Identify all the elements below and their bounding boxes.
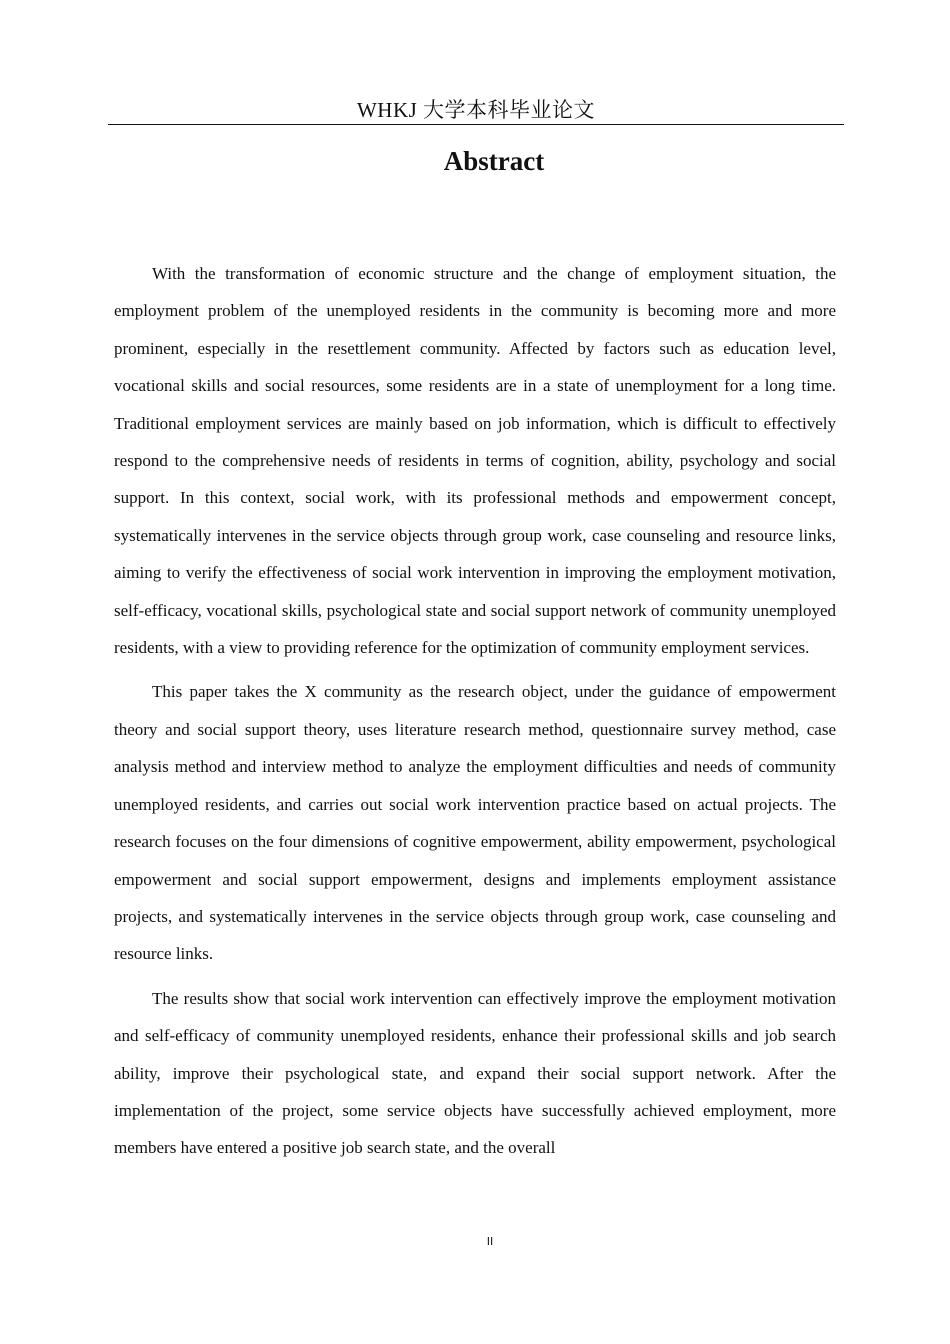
- abstract-paragraph-2: This paper takes the X community as the research object, under the guidance of empowerment theory and social support theory, uses literature research method, questionnaire survey method, case analysis method and interview method to analyze the employment difficulties and needs of community unemployed residents, and carries out social work intervention practice based on actual projects. The research focuses on the four dimensions of cognitive empowerment, ability empowerment, psychological empowerment and social support empowerment, designs and implements employment assistance projects, and systematically intervenes in the service objects through group work, case counseling and resource links.: [114, 682, 836, 964]
- abstract-title: Abstract: [443, 146, 545, 176]
- abstract-paragraph-3: The results show that social work intervention can effectively improve the employment motivation and self-efficacy of community unemployed residents, enhance their professional skills and job search ability, improve their psychological state, and expand their social support network. After the implementation of the project, some service objects have successfully achieved employment, more members have entered a positive job search state, and the overall: [114, 988, 836, 1158]
- header-rule: [108, 124, 844, 125]
- page-number: II: [486, 1235, 494, 1248]
- abstract-body: [114, 255, 836, 1174]
- abstract-paragraph-1: With the transformation of economic structure and the change of employment situation, the employment problem of the unemployed residents in the community is becoming more and more prominent, especially in the resettlement community. Affected by factors such as education level, vocational skills and social resources, some residents are in a state of unemployment for a long time. Traditional employment services are mainly based on job information, which is difficult to effectively respond to the comprehensive needs of residents in terms of cognition, ability, psychology and social support. In this context, social work, with its professional methods and empowerment concept, systematically intervenes in the service objects through group work, case counseling and resource links, aiming to verify the effectiveness of social work intervention in improving the employment motivation, self-efficacy, vocational skills, psychological state and social support network of community unemployed residents, with a view to providing reference for the optimization of community employment services.: [114, 264, 836, 658]
- running-header: WHKJ 大学本科毕业论文: [356, 98, 596, 122]
